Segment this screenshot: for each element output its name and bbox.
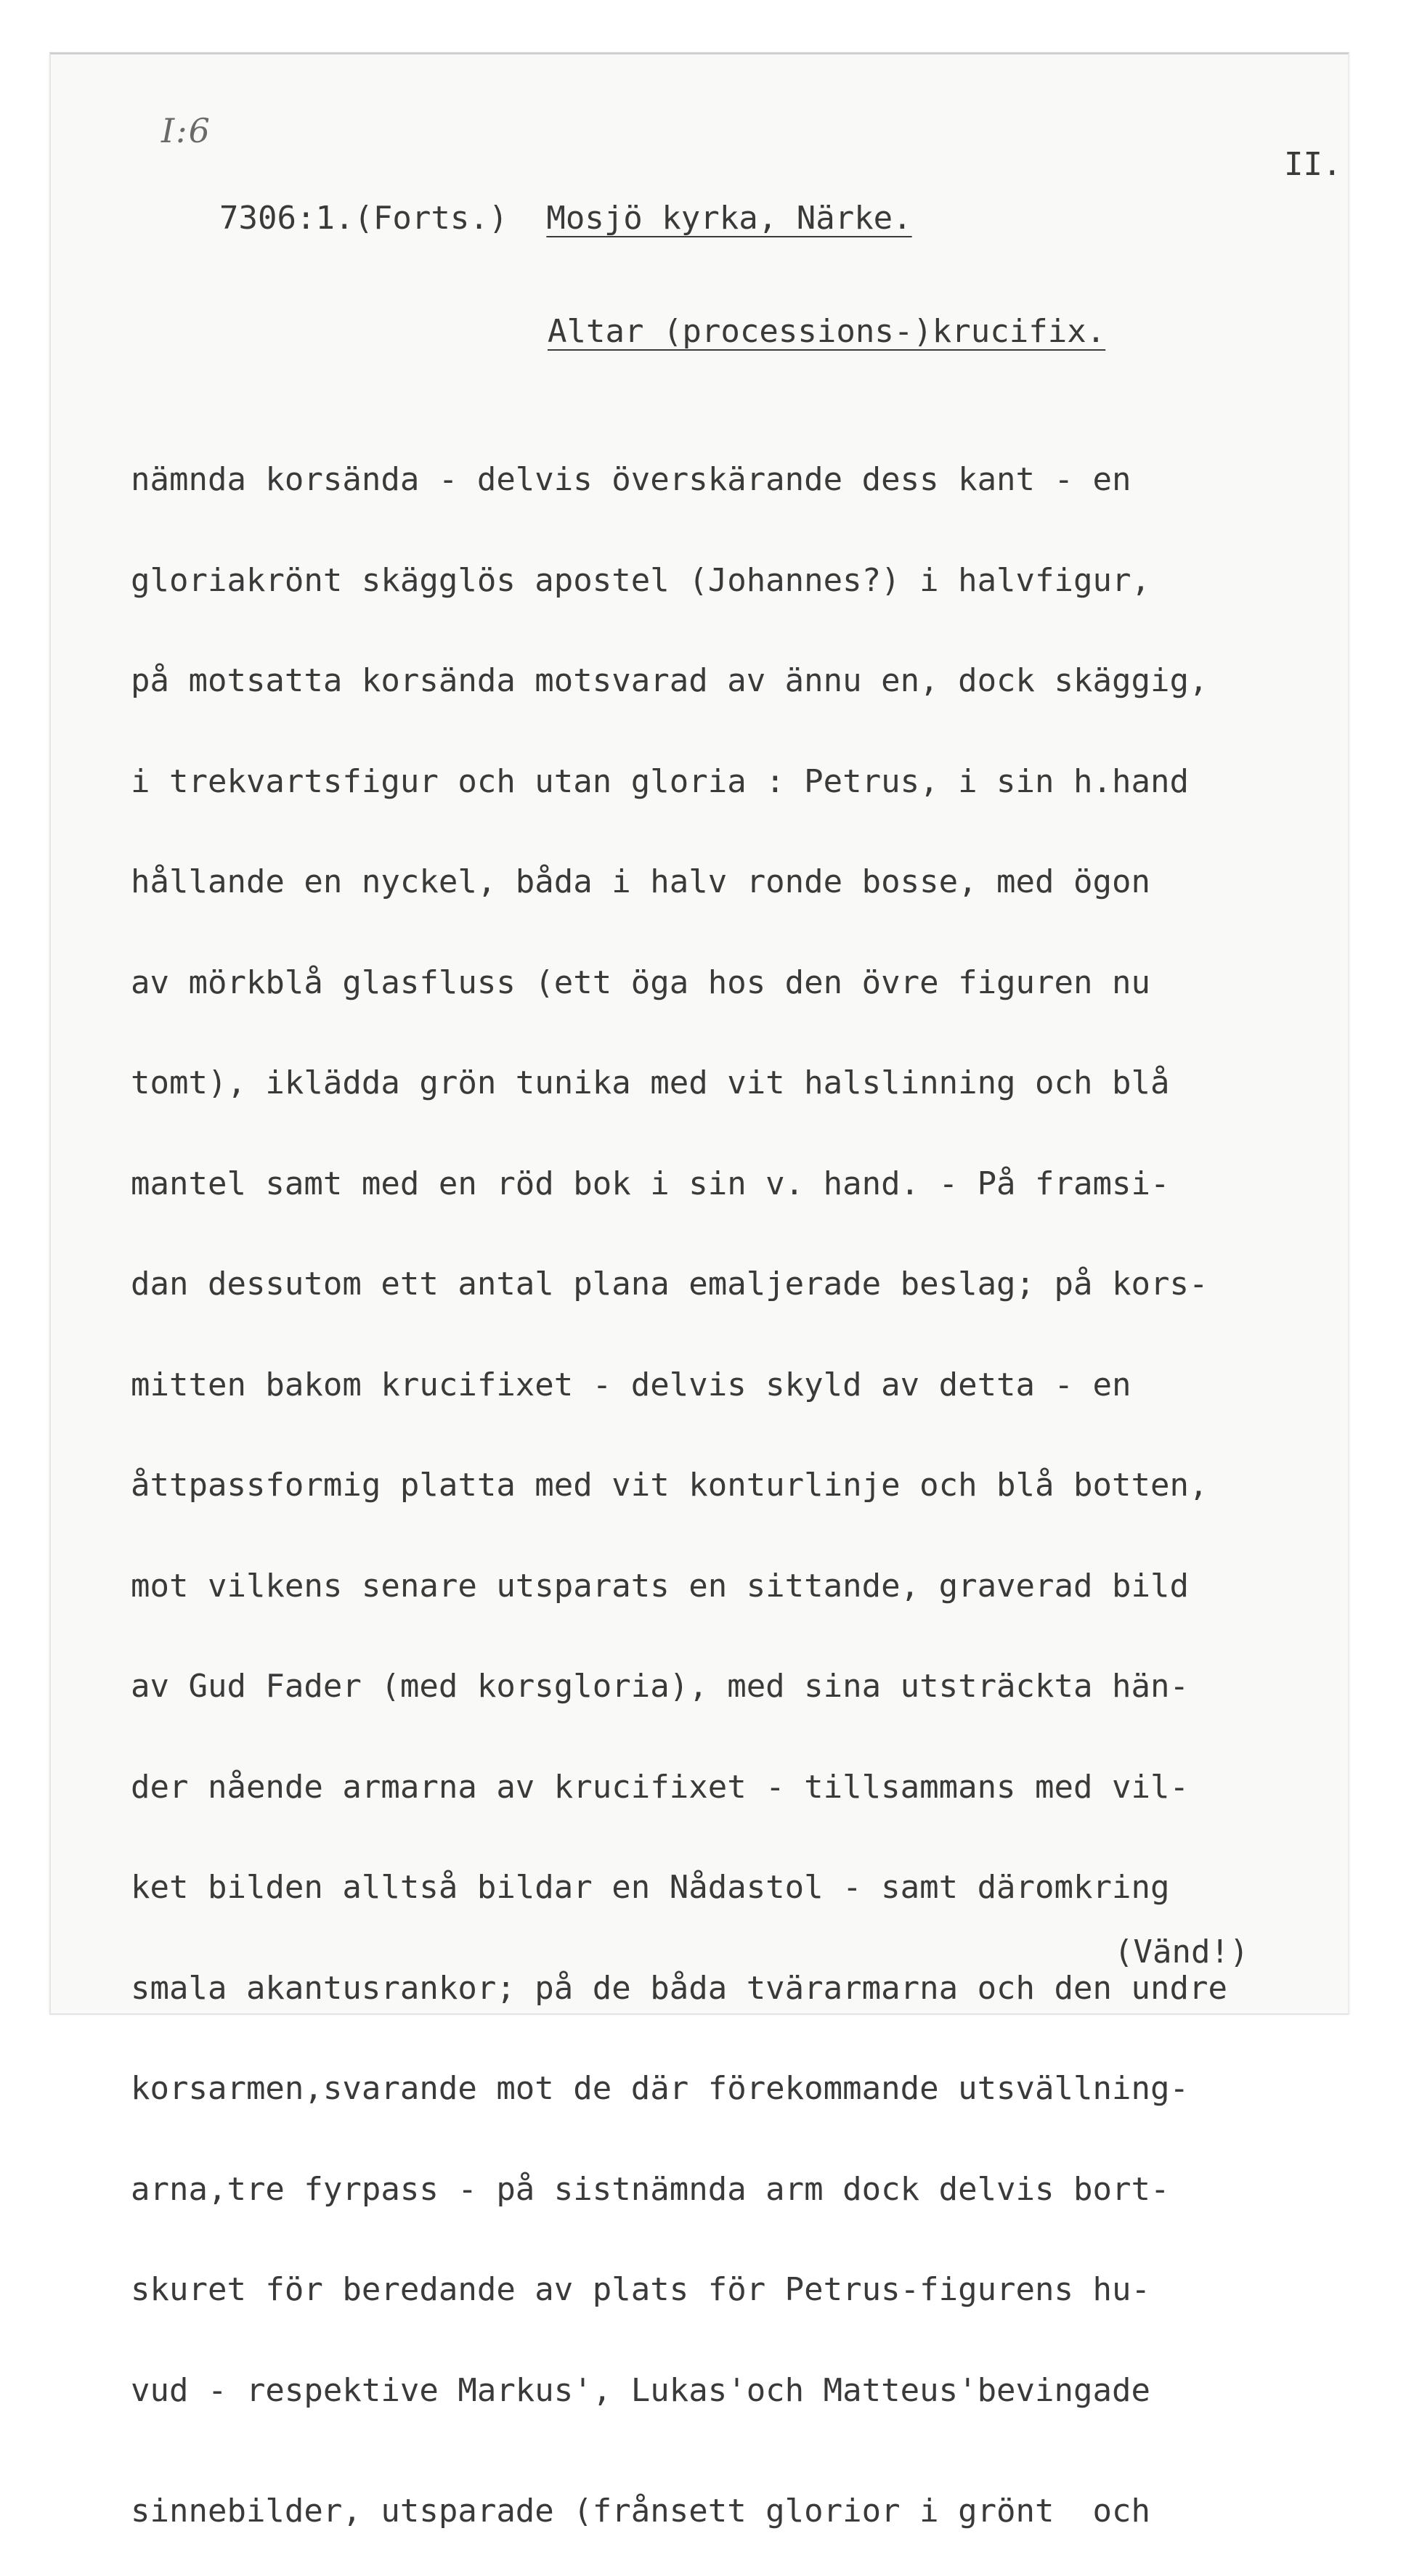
body-line-5: hållande en nyckel, båda i halv ronde bosse, med ögon xyxy=(131,863,1150,900)
body-line-18: arna,tre fyrpass - på sistnämnda arm dock delvis bort- xyxy=(131,2170,1170,2208)
body-line-19: skuret för beredande av plats för Petrus-figurens hu- xyxy=(131,2271,1150,2308)
body-line-10: mitten bakom krucifixet - delvis skyld av detta - en xyxy=(131,1366,1131,1403)
body-line-11: åttpassformig platta med vit konturlinje och blå botten, xyxy=(131,1467,1208,1504)
body-line-6: av mörkblå glasfluss (ett öga hos den övre figuren nu xyxy=(131,963,1150,1001)
catalog-reference: 7306:1.(Forts.) xyxy=(219,200,508,237)
body-line-17: korsarmen,svarande mot de där förekommande utsvällning- xyxy=(131,2070,1189,2107)
body-line-3: på motsatta korsända motsvarad av ännu en, dock skäggig, xyxy=(131,662,1208,699)
object-subtitle: Altar (processions-)krucifix. xyxy=(548,313,1106,350)
body-line-14: der nående armarna av krucifixet - tillsammans med vil- xyxy=(131,1768,1189,1806)
body-line-2: gloriakrönt skägglös apostel (Johannes?) i halvfigur, xyxy=(131,561,1150,599)
body-line-21: sinnebilder, utsparade (frånsett glorior i grönt och xyxy=(131,2493,1150,2530)
body-line-7: tomt), iklädda grön tunika med vit halslinning och blå xyxy=(131,1064,1170,1101)
body-line-16: smala akantusrankor; på de båda tvärarmarna och den undre xyxy=(131,1969,1227,2007)
body-line-9: dan dessutom ett antal plana emaljerade beslag; på kors- xyxy=(131,1265,1208,1303)
turn-over-note: (Vänd!) xyxy=(1114,1933,1249,1970)
body-text xyxy=(131,416,1380,2576)
body-line-15: ket bilden alltså bildar en Nådastol - samt däromkring xyxy=(131,1869,1170,1906)
body-line-13: av Gud Fader (med korsgloria), med sina utsträckta hän- xyxy=(131,1668,1189,1705)
page-number: II. xyxy=(1284,146,1342,183)
body-line-20: vud - respektive Markus', Lukas'och Matteus'bevingade xyxy=(131,2371,1150,2409)
body-line-8: mantel samt med en röd bok i sin v. hand. - På framsi- xyxy=(131,1165,1170,1202)
body-line-12: mot vilkens senare utsparats en sittande, graverad bild xyxy=(131,1567,1189,1605)
body-line-1: nämnda korsända - delvis överskärande dess kant - en xyxy=(131,461,1131,498)
archive-card xyxy=(49,52,1349,2530)
header-line xyxy=(219,200,912,237)
handwritten-note: I:6 xyxy=(161,111,211,150)
body-line-4: i trekvartsfigur och utan gloria : Petrus, i sin h.hand xyxy=(131,762,1189,800)
church-title: Mosjö kyrka, Närke. xyxy=(546,200,912,237)
